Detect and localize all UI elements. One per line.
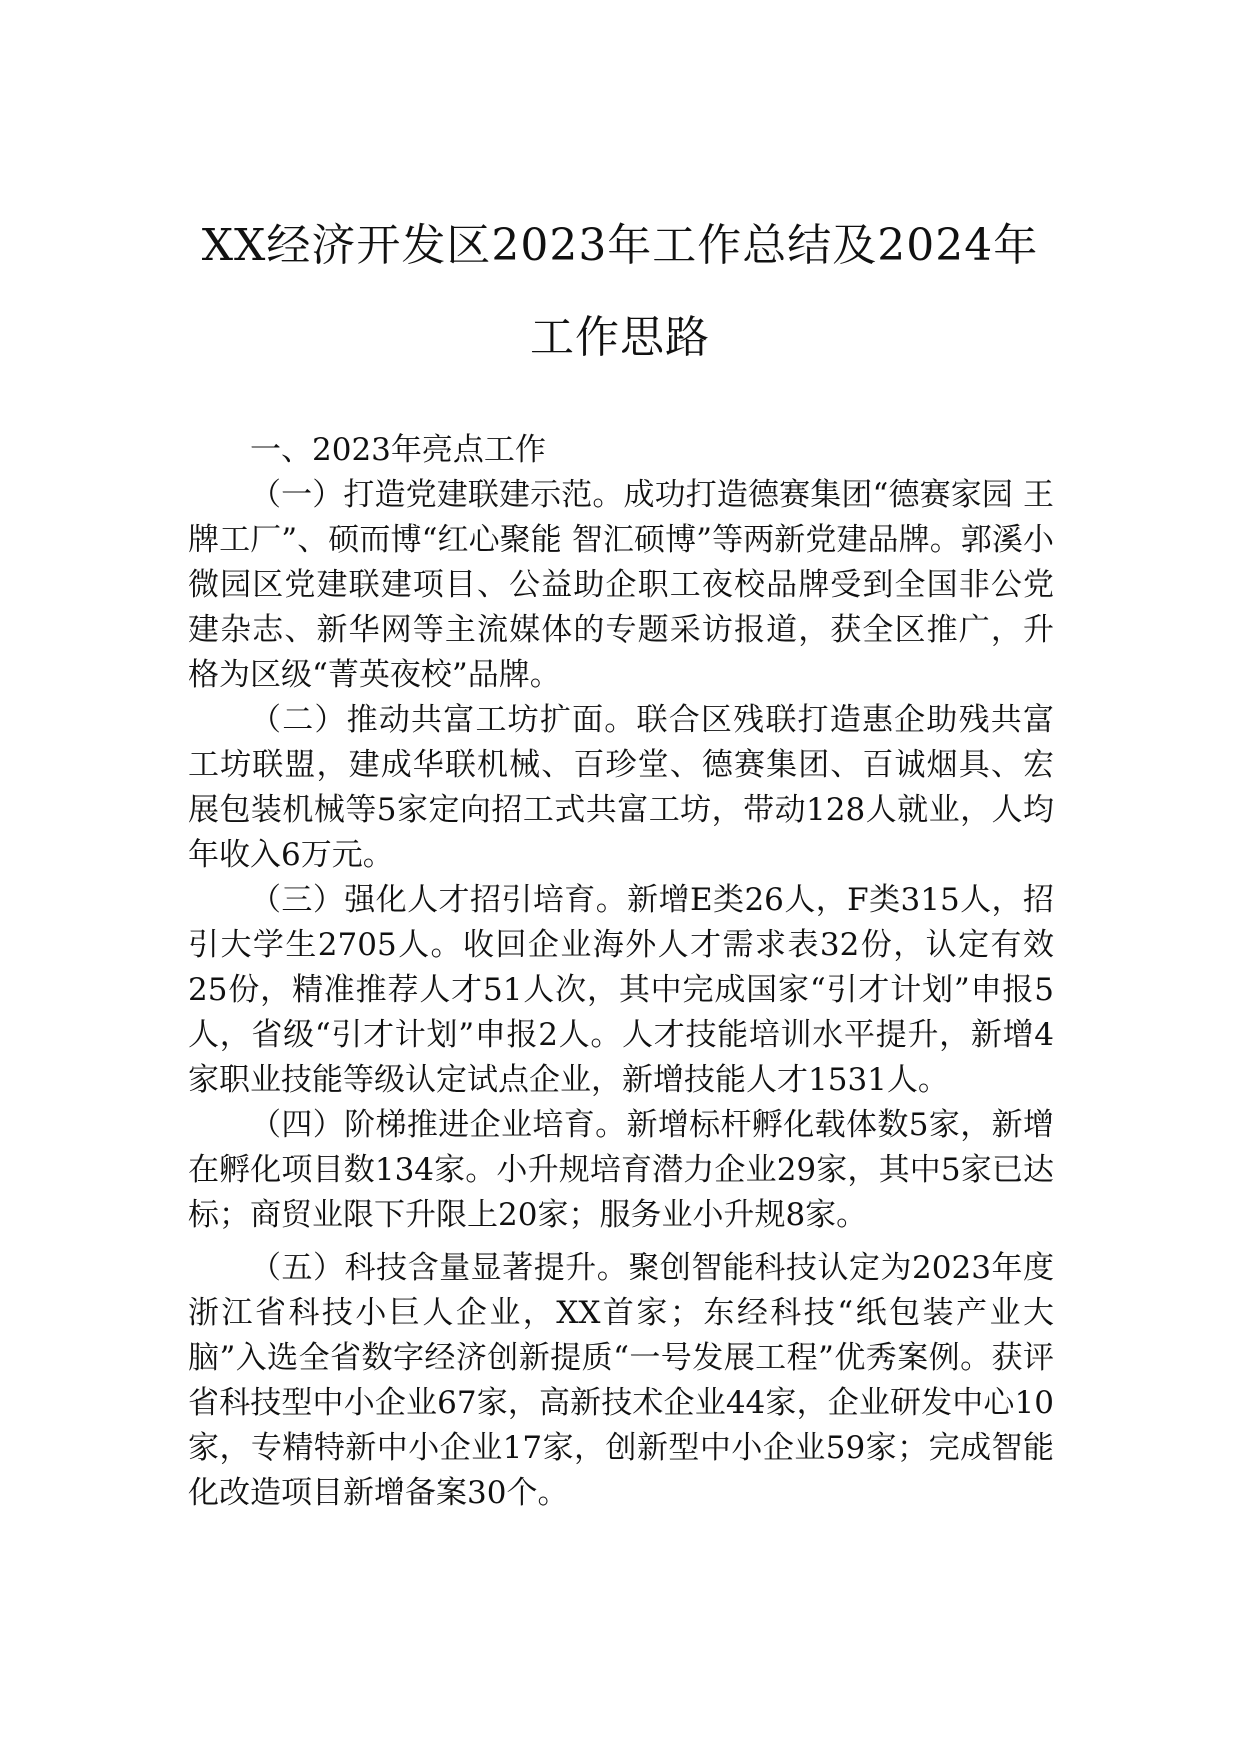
document-title-line-2: 工作思路 [530,312,710,363]
paragraph-technology-content: （五）科技含量显著提升。聚创智能科技认定为2023年度浙江省科技小巨人企业，XX首家；东经科技“纸包装产业大脑”入选全省数字经济创新提质“一号发展工程”优秀案例。获评省科技型中小企业67家，高新技术企业44家，企业研发中心10家，专精特新中小企业17家，创新型中小企业59家；完成智能化改造项目新增备案30个。 [188,1250,1054,1511]
document-body [188,428,1054,1516]
paragraph-common-prosperity-workshop: （二）推动共富工坊扩面。联合区残联打造惠企助残共富工坊联盟，建成华联机械、百珍堂、德赛集团、百诚烟具、宏展包装机械等5家定向招工式共富工坊，带动128人就业，人均年收入6万元。 [188,702,1054,873]
paragraph-party-building: （一）打造党建联建示范。成功打造德赛集团“德赛家园 王牌工厂”、硕而博“红心聚能 智汇硕博”等两新党建品牌。郭溪小微园区党建联建项目、公益助企职工夜校品牌受到全国非公党建杂志、新华网等主流媒体的专题采访报道，获全区推广，升格为区级“菁英夜校”品牌。 [188,477,1054,693]
document-title-line-1: XX经济开发区2023年工作总结及2024年 [201,220,1039,271]
paragraph-talent-recruitment: （三）强化人才招引培育。新增E类26人，F类315人，招引大学生2705人。收回企业海外人才需求表32份，认定有效25份，精准推荐人才51人次，其中完成国家“引才计划”申报5人，省级“引才计划”申报2人。人才技能培训水平提升，新增4家职业技能等级认定试点企业，新增技能人才1531人。 [188,882,1054,1098]
paragraph-enterprise-cultivation: （四）阶梯推进企业培育。新增标杆孵化载体数5家，新增在孵化项目数134家。小升规培育潜力企业29家，其中5家已达标；商贸业限下升限上20家；服务业小升规8家。 [188,1107,1054,1233]
section-heading: 一、2023年亮点工作 [250,432,546,468]
